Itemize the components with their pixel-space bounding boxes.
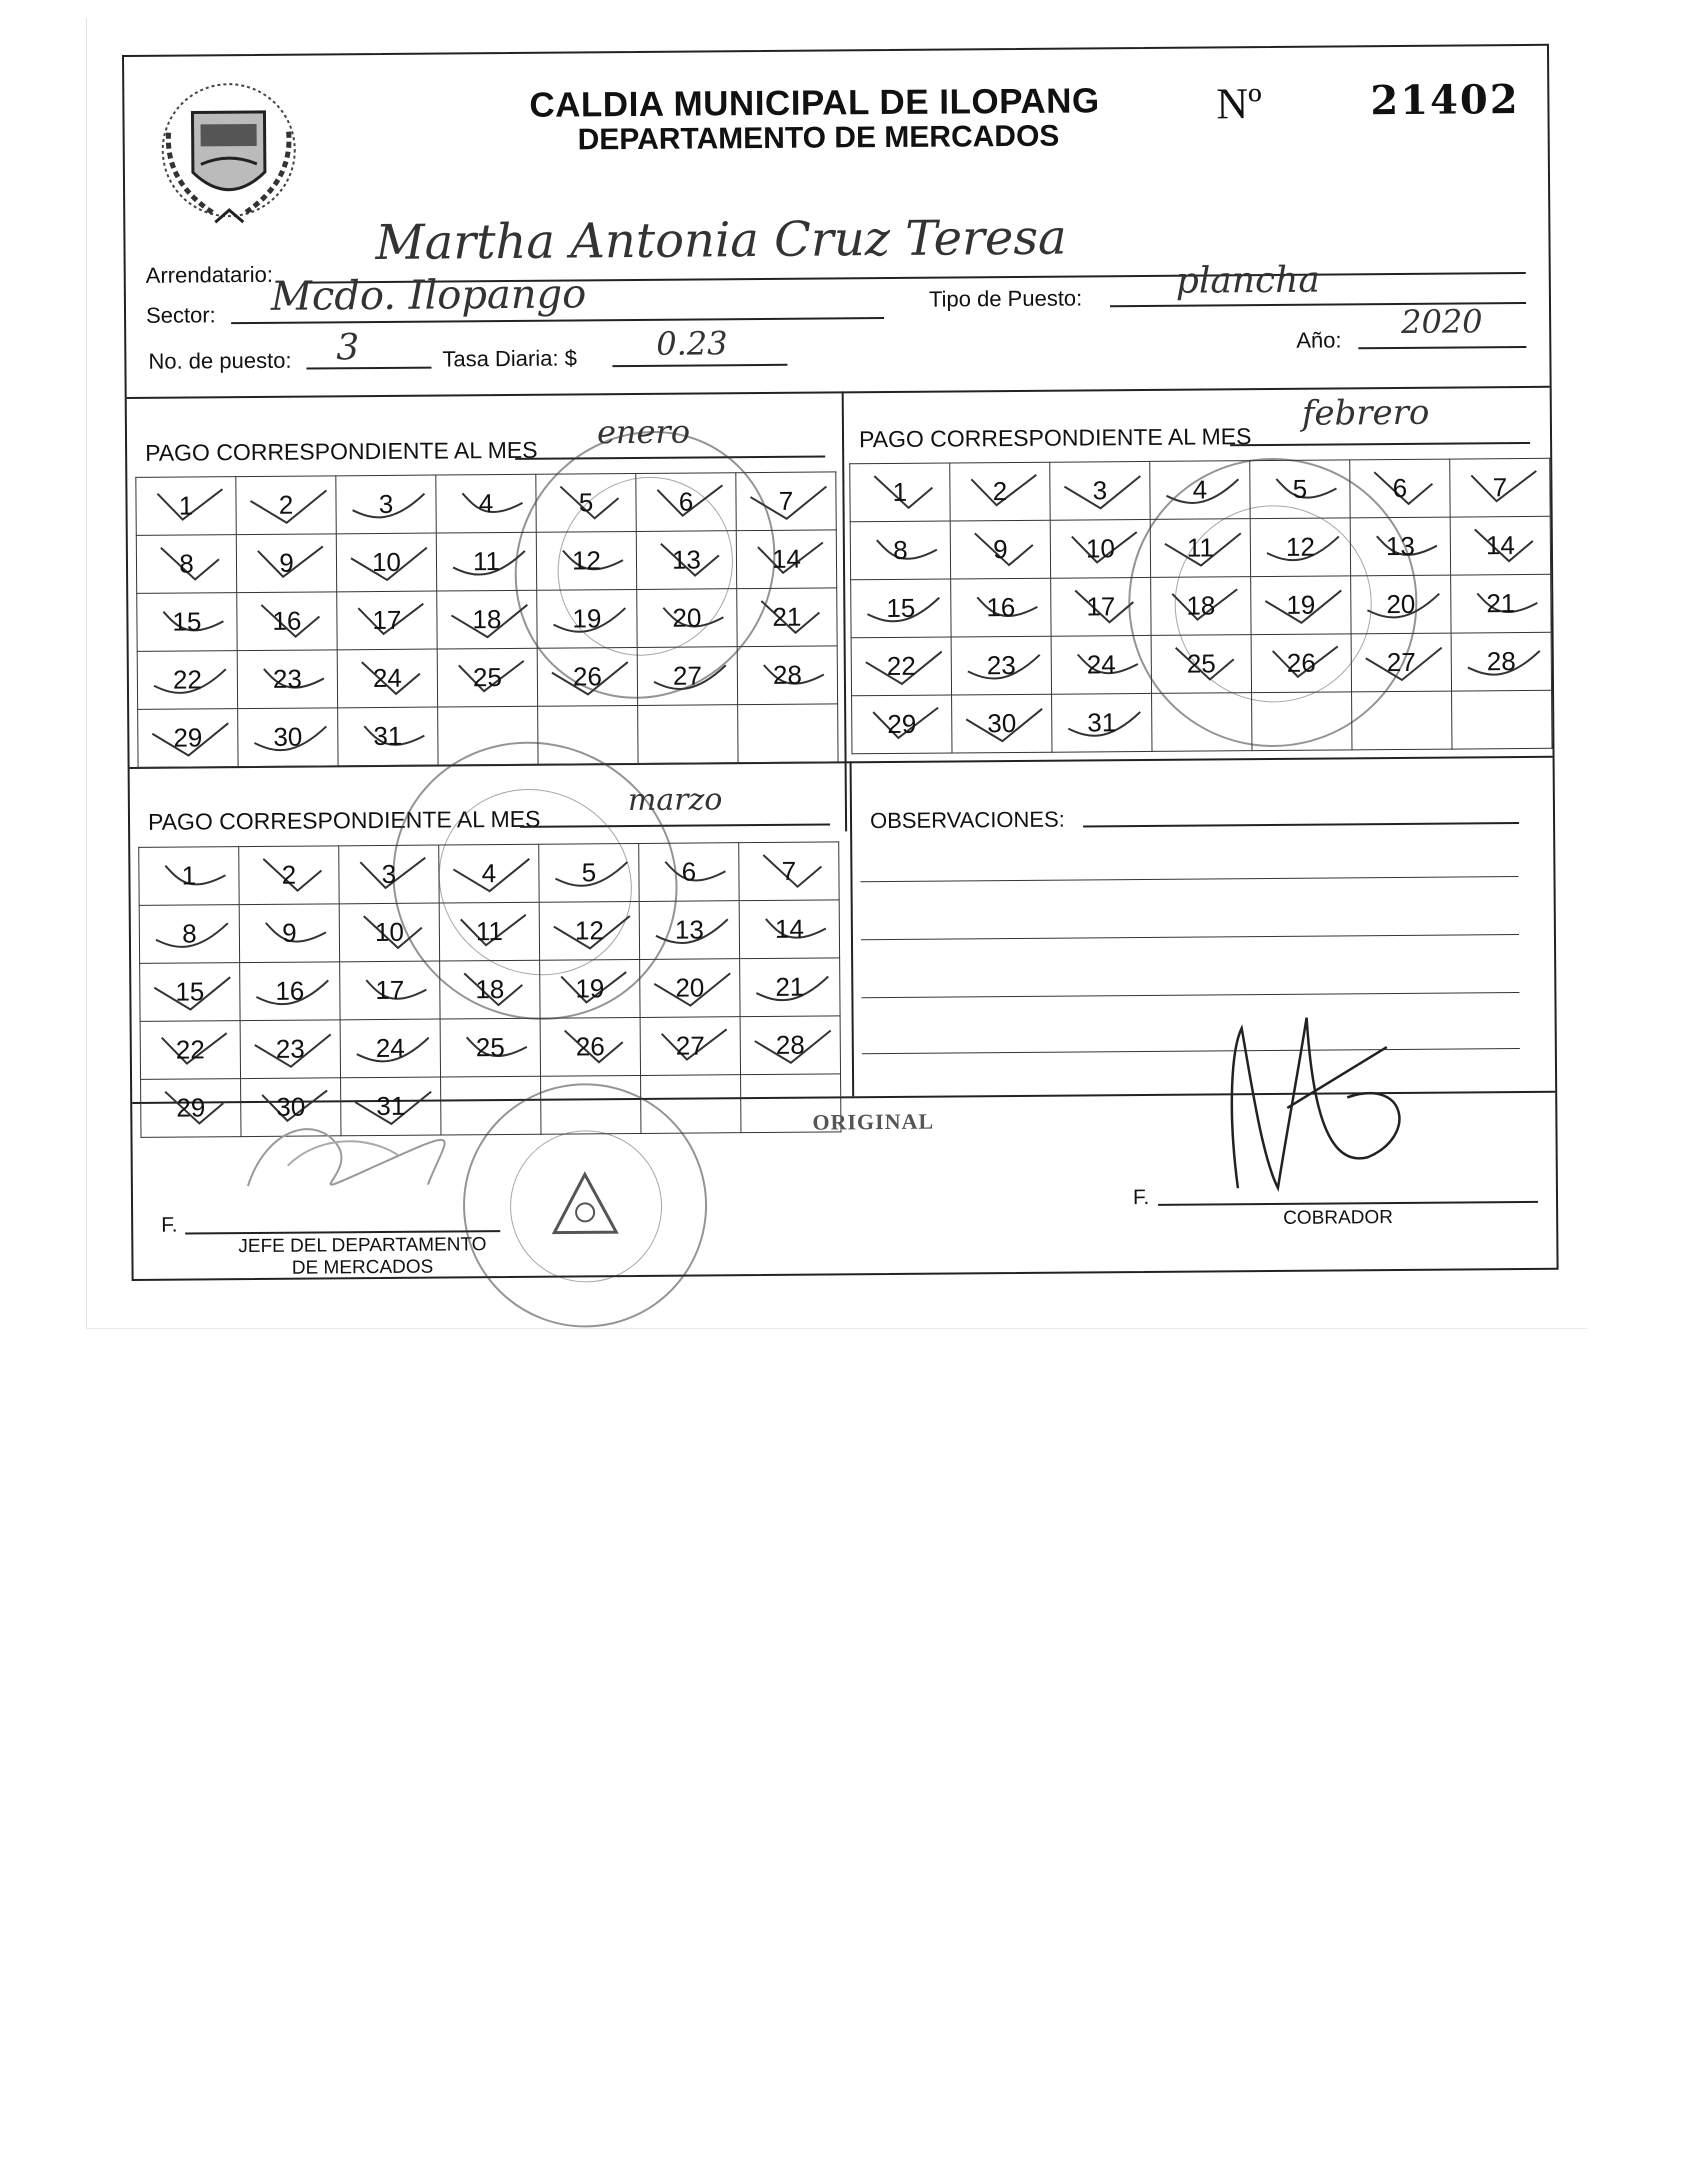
day-number: 15 (886, 592, 916, 624)
day-number: 5 (578, 487, 594, 518)
day-number: 13 (674, 914, 704, 945)
day-number: 14 (1485, 530, 1515, 561)
month-label-2: PAGO CORRESPONDIENTE AL MES (858, 423, 1252, 453)
month-title-1 (145, 437, 538, 467)
cobrador-signature-scribble (1216, 987, 1438, 1219)
day-number: 11 (475, 916, 504, 947)
day-number: 1 (181, 860, 197, 891)
sector-label: Sector: (145, 302, 216, 328)
coat-of-arms-icon (550, 1170, 621, 1241)
day-number: 10 (1085, 533, 1115, 564)
day-number: 17 (1086, 591, 1116, 622)
day-number: 19 (572, 603, 602, 634)
month-label-3: PAGO CORRESPONDIENTE AL MES (147, 805, 541, 835)
day-number: 6 (1392, 472, 1408, 504)
day-cell[interactable] (737, 646, 837, 705)
day-number: 17 (372, 604, 402, 636)
day-cell[interactable] (951, 578, 1051, 637)
day-number: 21 (772, 601, 802, 632)
day-number: 28 (775, 1029, 805, 1060)
month-divider-upper (842, 391, 847, 831)
jefe-label (238, 1234, 486, 1280)
day-cell[interactable] (137, 593, 237, 652)
month-divider-lower (850, 761, 855, 1096)
day-cell[interactable] (338, 707, 438, 766)
day-number: 7 (778, 485, 794, 516)
day-cell[interactable] (336, 475, 436, 534)
calendar-month-3 (138, 841, 841, 1137)
day-cell[interactable] (1050, 461, 1150, 520)
day-number: 30 (987, 707, 1017, 739)
day-cell[interactable] (950, 462, 1050, 521)
day-cell[interactable] (640, 959, 740, 1018)
day-number: 11 (1186, 532, 1215, 563)
puesto-field[interactable]: 3 (336, 327, 360, 369)
jefe-label-line1: JEFE DEL DEPARTAMENTO (238, 1234, 487, 1258)
day-cell[interactable] (1451, 574, 1551, 633)
day-number: 7 (1492, 472, 1508, 503)
day-number: 23 (986, 649, 1016, 681)
day-number: 6 (681, 856, 697, 887)
department-title: DEPARTAMENTO DE MERCADOS (577, 119, 1060, 157)
day-cell[interactable] (850, 463, 950, 522)
day-number: 3 (381, 858, 397, 889)
day-cell[interactable] (139, 847, 239, 906)
day-number: 17 (375, 974, 405, 1006)
day-cell[interactable] (239, 846, 339, 905)
day-number: 4 (1192, 474, 1208, 505)
day-cell[interactable] (139, 905, 239, 964)
day-number: 22 (886, 650, 916, 682)
day-number: 25 (475, 1032, 505, 1063)
tasa-line (612, 364, 787, 367)
day-cell[interactable] (436, 474, 536, 533)
market-payment-form (122, 44, 1559, 1281)
day-number: 19 (1286, 589, 1316, 620)
day-number: 30 (273, 721, 303, 752)
month-label-1: PAGO CORRESPONDIENTE AL MES (145, 436, 538, 466)
month-name-3[interactable]: marzo (627, 782, 723, 819)
sector-field[interactable]: Mcdo. Ilopango (270, 271, 587, 320)
day-number: 15 (172, 606, 202, 637)
day-cell[interactable] (640, 1017, 740, 1076)
cobrador-label: COBRADOR (1283, 1207, 1394, 1229)
day-number: 28 (772, 659, 802, 690)
day-cell[interactable] (236, 476, 336, 535)
day-cell[interactable] (340, 1019, 440, 1078)
jefe-signature-scribble (227, 1104, 468, 1216)
day-cell[interactable] (1451, 632, 1551, 691)
day-number: 23 (272, 663, 302, 694)
month-name-2[interactable]: febrero (1301, 392, 1430, 434)
day-cell[interactable] (852, 695, 952, 754)
day-number: 16 (986, 592, 1016, 623)
day-cell[interactable] (238, 708, 338, 767)
day-cell[interactable] (340, 961, 440, 1020)
anio-line (1358, 346, 1526, 349)
anio-field[interactable]: 2020 (1400, 302, 1483, 341)
day-number: 12 (571, 545, 602, 576)
day-number: 3 (1092, 475, 1108, 506)
tasa-label: Tasa Diaria: $ (442, 345, 578, 372)
day-number: 12 (574, 915, 604, 946)
day-number: 1 (892, 476, 908, 507)
jefe-label-line2: DE MERCADOS (291, 1256, 434, 1279)
day-number: 11 (472, 546, 501, 577)
day-number: 21 (775, 971, 805, 1002)
day-number: 19 (575, 973, 605, 1004)
day-cell[interactable] (136, 535, 236, 594)
day-number: 27 (1386, 646, 1416, 678)
day-number: 31 (376, 1090, 406, 1122)
calendar-row (140, 1016, 840, 1079)
day-number: 18 (475, 974, 505, 1005)
day-cell[interactable] (437, 648, 537, 707)
day-cell[interactable] (337, 591, 437, 650)
form-title: CALDIA MUNICIPAL DE ILOPANG (529, 81, 1100, 125)
puesto-label: No. de puesto: (148, 347, 292, 374)
observaciones-line-0[interactable] (1083, 822, 1519, 827)
day-cell[interactable] (440, 1018, 540, 1077)
day-number: 6 (678, 486, 694, 517)
day-cell[interactable] (740, 958, 840, 1017)
day-number: 4 (481, 858, 497, 889)
day-cell[interactable] (950, 520, 1050, 579)
day-cell[interactable] (336, 533, 436, 592)
day-cell[interactable] (138, 709, 238, 768)
day-number: 4 (478, 488, 494, 519)
day-cell[interactable] (237, 650, 337, 709)
day-number: 12 (1285, 531, 1315, 562)
day-number: 2 (281, 859, 297, 890)
day-number: 20 (1386, 588, 1416, 620)
day-number: 9 (282, 917, 297, 948)
day-number: 8 (893, 534, 908, 565)
tipo-puesto-label: Tipo de Puesto: (928, 285, 1083, 312)
day-number: 10 (371, 546, 402, 578)
day-number: 14 (774, 913, 804, 944)
day-cell[interactable] (1052, 693, 1152, 752)
day-cell[interactable] (140, 963, 240, 1022)
anio-label: Año: (1296, 327, 1342, 353)
day-number: 8 (182, 918, 197, 949)
day-number: 10 (374, 916, 404, 948)
day-number: 26 (572, 661, 602, 692)
day-number: 20 (672, 602, 702, 633)
day-number: 26 (575, 1031, 605, 1062)
day-cell[interactable] (239, 904, 339, 963)
day-cell[interactable] (739, 842, 839, 901)
day-number: 5 (1292, 473, 1308, 504)
day-cell[interactable] (951, 636, 1051, 695)
day-cell[interactable] (1452, 690, 1552, 749)
day-cell[interactable] (1450, 516, 1550, 575)
day-number: 23 (275, 1033, 305, 1064)
day-number: 29 (176, 1092, 206, 1123)
day-number: 8 (179, 548, 194, 579)
day-number: 27 (675, 1030, 705, 1061)
arrendatario-field[interactable]: Martha Antonia Cruz Teresa (375, 209, 1067, 272)
day-number: 30 (276, 1091, 306, 1122)
day-number: 24 (375, 1032, 405, 1064)
day-number: 21 (1486, 588, 1516, 619)
original-mark: ORIGINAL (812, 1108, 935, 1135)
f-label-left: F. (161, 1213, 178, 1237)
day-number: 9 (993, 534, 1008, 565)
day-cell[interactable] (240, 1020, 340, 1079)
day-number: 28 (1486, 646, 1516, 677)
observaciones-line-1[interactable] (861, 876, 1519, 882)
day-cell[interactable] (638, 705, 738, 764)
day-cell[interactable] (337, 649, 437, 708)
day-number: 7 (781, 855, 797, 886)
day-number: 31 (1087, 707, 1117, 738)
day-number: 24 (1086, 649, 1116, 680)
day-cell[interactable] (850, 521, 950, 580)
day-number: 27 (672, 660, 702, 691)
day-cell[interactable] (738, 704, 838, 763)
day-number: 18 (1186, 590, 1216, 621)
day-number: 9 (279, 547, 294, 578)
day-number: 1 (178, 490, 194, 521)
day-number: 25 (472, 662, 502, 693)
arrendatario-label: Arrendatario: (145, 261, 274, 288)
day-number: 15 (175, 976, 205, 1007)
month-title-2 (859, 423, 1252, 453)
day-number: 18 (472, 604, 502, 635)
day-cell[interactable] (851, 637, 951, 696)
day-number: 31 (373, 720, 403, 752)
day-cell[interactable] (140, 1021, 240, 1080)
day-cell[interactable] (851, 579, 951, 638)
month-name-1[interactable]: enero (596, 412, 691, 452)
official-seal-stamp-footer (462, 1082, 708, 1328)
day-cell[interactable] (136, 477, 236, 536)
day-number: 20 (675, 972, 705, 1003)
municipal-seal-icon (154, 72, 303, 233)
day-number: 13 (671, 544, 702, 575)
observaciones-line-2[interactable] (861, 934, 1519, 940)
day-cell[interactable] (739, 900, 839, 959)
day-number: 29 (173, 722, 203, 753)
folio-number: 21402 (1370, 76, 1520, 125)
day-number: 13 (1385, 530, 1415, 562)
day-number: 22 (172, 664, 202, 695)
day-number: 16 (275, 975, 305, 1006)
day-number: 3 (378, 488, 394, 519)
day-number: 5 (581, 857, 597, 888)
f-label-right: F. (1132, 1185, 1150, 1210)
folio-number-label: Nº (1216, 79, 1263, 129)
day-number: 25 (1186, 648, 1216, 679)
puesto-line (306, 367, 431, 370)
day-number: 29 (887, 708, 917, 740)
day-number: 24 (372, 662, 402, 694)
tasa-field[interactable]: 0.23 (656, 324, 728, 363)
month-line-2 (1230, 442, 1530, 446)
day-number: 2 (278, 489, 294, 520)
day-number: 2 (992, 476, 1008, 507)
day-number: 14 (771, 543, 802, 574)
day-cell[interactable] (952, 694, 1052, 753)
day-cell[interactable] (236, 534, 336, 593)
day-number: 16 (272, 605, 302, 636)
day-cell[interactable] (240, 962, 340, 1021)
day-cell[interactable] (141, 1079, 241, 1138)
day-cell[interactable] (540, 1017, 640, 1076)
day-cell[interactable] (740, 1016, 840, 1075)
day-cell[interactable] (237, 592, 337, 651)
day-cell[interactable] (137, 651, 237, 710)
tipo-puesto-field[interactable]: plancha (1175, 259, 1320, 302)
day-cell[interactable] (1450, 458, 1550, 517)
day-number: 26 (1286, 647, 1316, 678)
day-number: 22 (175, 1034, 205, 1065)
observaciones-label: OBSERVACIONES: (869, 806, 1065, 834)
